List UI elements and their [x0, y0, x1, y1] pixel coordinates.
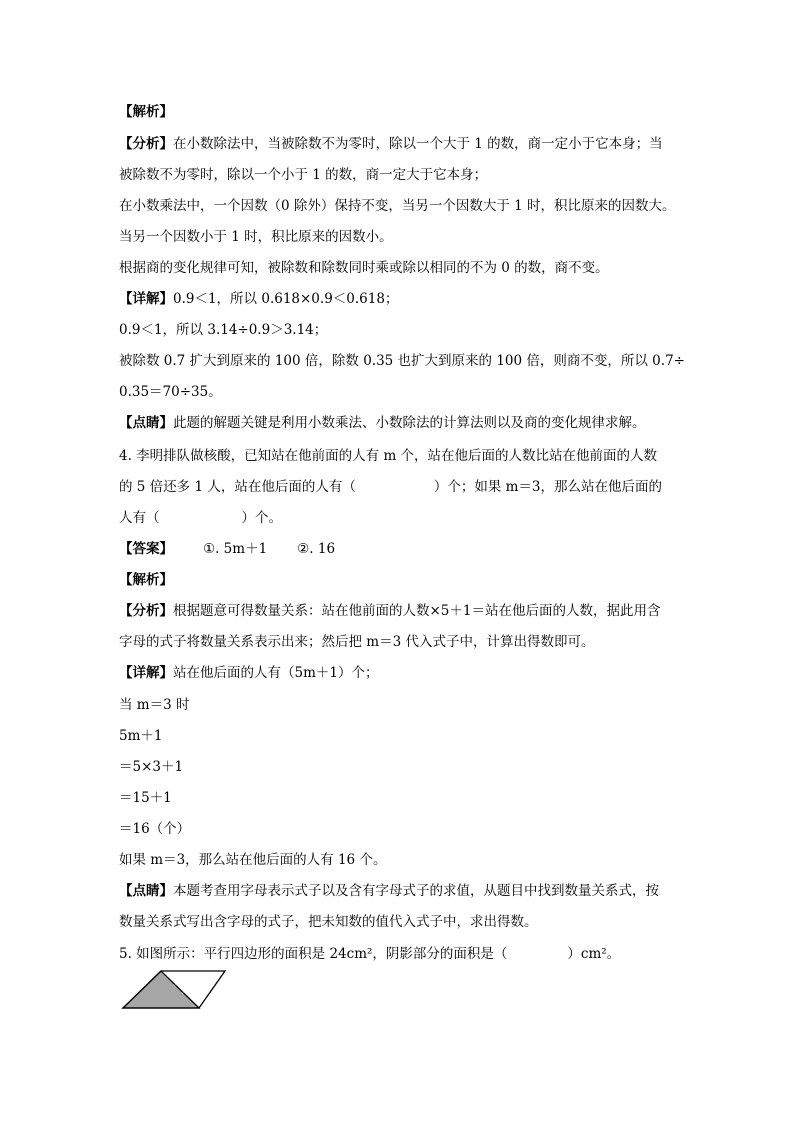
xiangjie-tag: 【详解】: [119, 291, 173, 307]
dianjing-text: 此题的解题关键是利用小数乘法、小数除法的计算法则以及商的变化规律求解。: [173, 415, 646, 431]
dianjing-tag: 【点睛】: [119, 415, 173, 431]
question-text: 5. 如图所示：平行四边形的面积是 24cm²，阴影部分的面积是（: [119, 946, 508, 962]
text-line: 0.35＝70÷35。: [119, 384, 222, 400]
conclusion-line: 如果 m＝3，那么站在他后面的人有 16 个。: [119, 852, 387, 868]
answer-line: [119, 539, 335, 559]
text-line: 被除数不为零时，除以一个小于 1 的数，商一定大于它本身；: [119, 167, 488, 183]
fenxi-text: 在小数除法中，当被除数不为零时，除以一个大于 1 的数，商一定小于它本身；当: [173, 136, 663, 152]
answer-2: ②. 16: [297, 541, 336, 557]
calc-line: ＝5×3＋1: [119, 759, 184, 775]
parallelogram-figure: [121, 968, 227, 1012]
fenxi-tag: 【分析】: [119, 603, 173, 619]
xiangjie-text: 站在他后面的人有（5m＋1）个；: [173, 665, 379, 681]
xiangjie-line: [119, 663, 378, 683]
fenxi-paragraph-line: [119, 601, 661, 621]
dianjing-text: 本题考查用字母表示式子以及含有字母式子的求值，从题目中找到数量关系式，按: [173, 883, 659, 899]
question-text: ）个。: [241, 510, 282, 526]
analysis-header: 【解析】: [119, 104, 173, 120]
xiangjie-text: 0.9＜1，所以 0.618×0.9＜0.618；: [173, 291, 399, 307]
calc-line: ＝15＋1: [119, 790, 172, 806]
calc-line: ＝16（个）: [119, 821, 191, 837]
question-text: ）cm²。: [567, 946, 621, 962]
question-5-line: [119, 944, 620, 964]
question-text: ）个；如果 m＝3，那么站在他后面的: [433, 479, 663, 495]
dianjing-line: [119, 881, 659, 901]
dianjing-line: [119, 413, 646, 433]
dianjing-tag: 【点睛】: [119, 883, 173, 899]
text-line: 在小数乘法中，一个因数（0 除外）保持不变，当另一个因数大于 1 时，积比原来的因数大。: [119, 198, 676, 214]
xiangjie-line: [119, 289, 398, 309]
calc-line: 5m＋1: [119, 728, 163, 744]
fenxi-tag: 【分析】: [119, 136, 173, 152]
question-text: 的 5 倍还多 1 人，站在他后面的人有（: [119, 479, 356, 495]
fenxi-paragraph-line: [119, 134, 663, 154]
shaded-triangle: [123, 971, 199, 1008]
fenxi-text: 根据题意可得数量关系：站在他前面的人数×5＋1＝站在他后面的人数，据此用含: [173, 603, 661, 619]
analysis-header: 【解析】: [119, 572, 173, 588]
text-line: 被除数 0.7 扩大到原来的 100 倍，除数 0.35 也扩大到原来的 100 倍，则商不变，所以 0.7÷: [119, 353, 685, 369]
calc-line: 当 m＝3 时: [119, 697, 190, 713]
question-4-line: 4. 李明排队做核酸，已知站在他前面的人有 m 个，站在他后面的人数比站在他前面的人数: [119, 448, 658, 464]
question-4-line: [119, 508, 282, 528]
text-line: 0.9＜1，所以 3.14÷0.9＞3.14；: [119, 322, 328, 338]
question-text: 人有（: [119, 510, 160, 526]
answer-1: ①. 5m＋1: [203, 541, 268, 557]
xiangjie-tag: 【详解】: [119, 665, 173, 681]
text-line: 根据商的变化规律可知，被除数和除数同时乘或除以相同的不为 0 的数，商不变。: [119, 260, 609, 276]
text-line: 数量关系式写出含字母的式子，把未知数的值代入式子中，求出得数。: [119, 914, 538, 930]
text-line: 当另一个因数小于 1 时，积比原来的因数小。: [119, 229, 393, 245]
text-line: 字母的式子将数量关系表示出来；然后把 m＝3 代入式子中，计算出得数即可。: [119, 634, 595, 650]
answer-tag: 【答案】: [119, 541, 173, 557]
question-4-line: [119, 477, 662, 497]
